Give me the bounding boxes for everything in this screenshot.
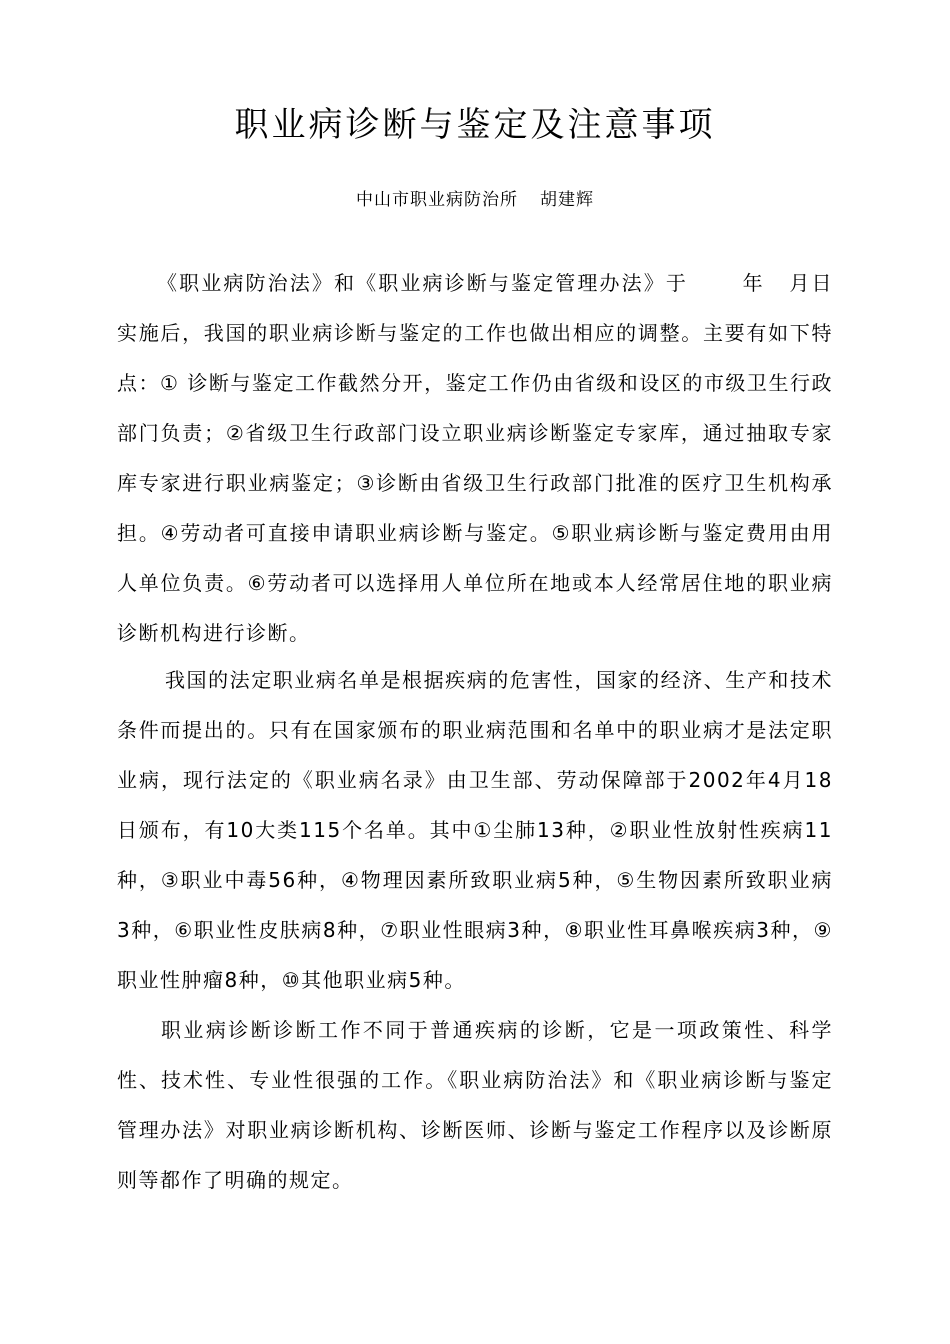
month-label: 月 — [788, 271, 812, 295]
paragraph-diagnosis-work: 职业病诊断诊断工作不同于普通疾病的诊断，它是一项政策性、科学性、技术性、专业性很强的工作。《职业病防治法》和《职业病诊断与鉴定管理办法》对职业病诊断机构、诊断医师、诊断与鉴定工作程序以及诊断原则等都作了明确的规定。 — [117, 1018, 833, 1192]
paragraph-disease-list: 我国的法定职业病名单是根据疾病的危害性，国家的经济、生产和技术条件而提出的。只有在国家颁布的职业病范围和名单中的职业病才是法定职业病，现行法定的《职业病名录》由卫生部、劳动保障部于2002年4月18日颁布，有10大类115个名单。其中①尘肺13种，②职业性放射性疾病11种，③职业中毒56种，④物理因素所致职业病5种，⑤生物因素所致职业病3种，⑥职业性皮肤病8种，⑦职业性眼病3种，⑧职业性耳鼻喉疾病3种，⑨职业性肿瘤8种，⑩其他职业病5种。 — [117, 668, 833, 992]
document-title: 职业病诊断与鉴定及注意事项 — [234, 105, 716, 145]
paragraph-rest: 日实施后，我国的职业病诊断与鉴定的工作也做出相应的调整。主要有如下特点：① 诊断与鉴定工作截然分开，鉴定工作仍由省级和设区的市级卫生行政部门负责；②省级卫生行政部门设立职业病诊断鉴定专家库，通过抽取专家库专家进行职业病鉴定；③诊断由省级卫生行政部门批准的医疗卫生机构承担。④劳动者可直接申请职业病诊断与鉴定。⑤职业病诊断与鉴定费用由用人单位负责。⑥劳动者可以选择用人单位所在地或本人经常居住地的职业病诊断机构进行诊断。 — [117, 271, 833, 645]
author-name: 胡建辉 — [540, 190, 594, 210]
year-label: 年 — [742, 271, 765, 295]
author-organization: 中山市职业病防治所 — [356, 190, 518, 210]
paragraph-implementation — [117, 258, 833, 658]
paragraph-lead: 《职业病防治法》和《职业病诊断与鉴定管理办法》于 — [157, 271, 688, 295]
author-line — [0, 186, 950, 214]
